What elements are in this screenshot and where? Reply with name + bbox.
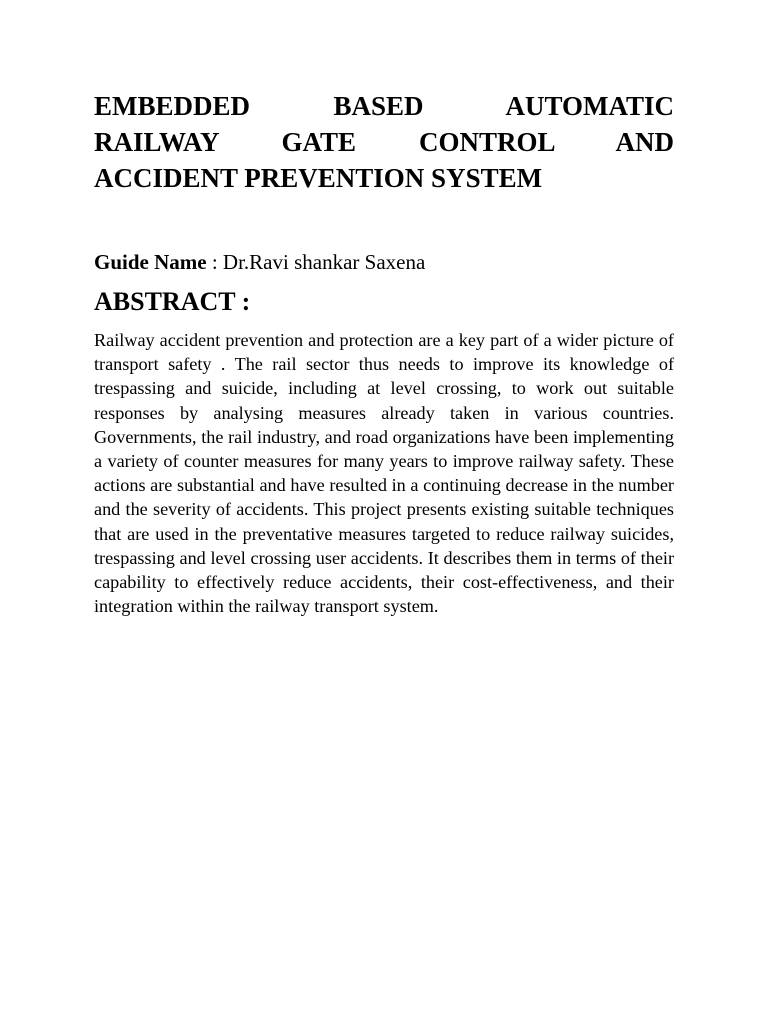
title-line-1: EMBEDDED BASED AUTOMATIC	[94, 91, 674, 121]
guide-name-label: Guide Name	[94, 250, 207, 274]
document-title	[94, 88, 674, 196]
guide-name-separator: :	[206, 250, 223, 274]
abstract-heading: ABSTRACT :	[94, 287, 251, 316]
abstract-paragraph: Railway accident prevention and protection are a key part of a wider picture of transport safety . The rail sector thus needs to improve its knowledge of trespassing and suicide, including at level crossing, to work out suitable responses by analysing measures already taken in various countries. Governments, the rail industry, and road organizations have been implementing a variety of counter measures for many years to improve railway safety. These actions are substantial and have resulted in a continuing decrease in the number and the severity of accidents. This project presents existing suitable techniques that are used in the preventative measures targeted to reduce railway suicides, trespassing and level crossing user accidents. It describes them in terms of their capability to effectively reduce accidents, their cost-effectiveness, and their integration within the railway transport system.	[94, 330, 674, 617]
document-page	[94, 88, 674, 617]
guide-name-value: Dr.Ravi shankar Saxena	[222, 250, 426, 274]
guide-name-line	[94, 248, 425, 276]
title-line-3: ACCIDENT PREVENTION SYSTEM	[94, 163, 543, 193]
title-line-2: RAILWAY GATE CONTROL AND	[94, 127, 674, 157]
